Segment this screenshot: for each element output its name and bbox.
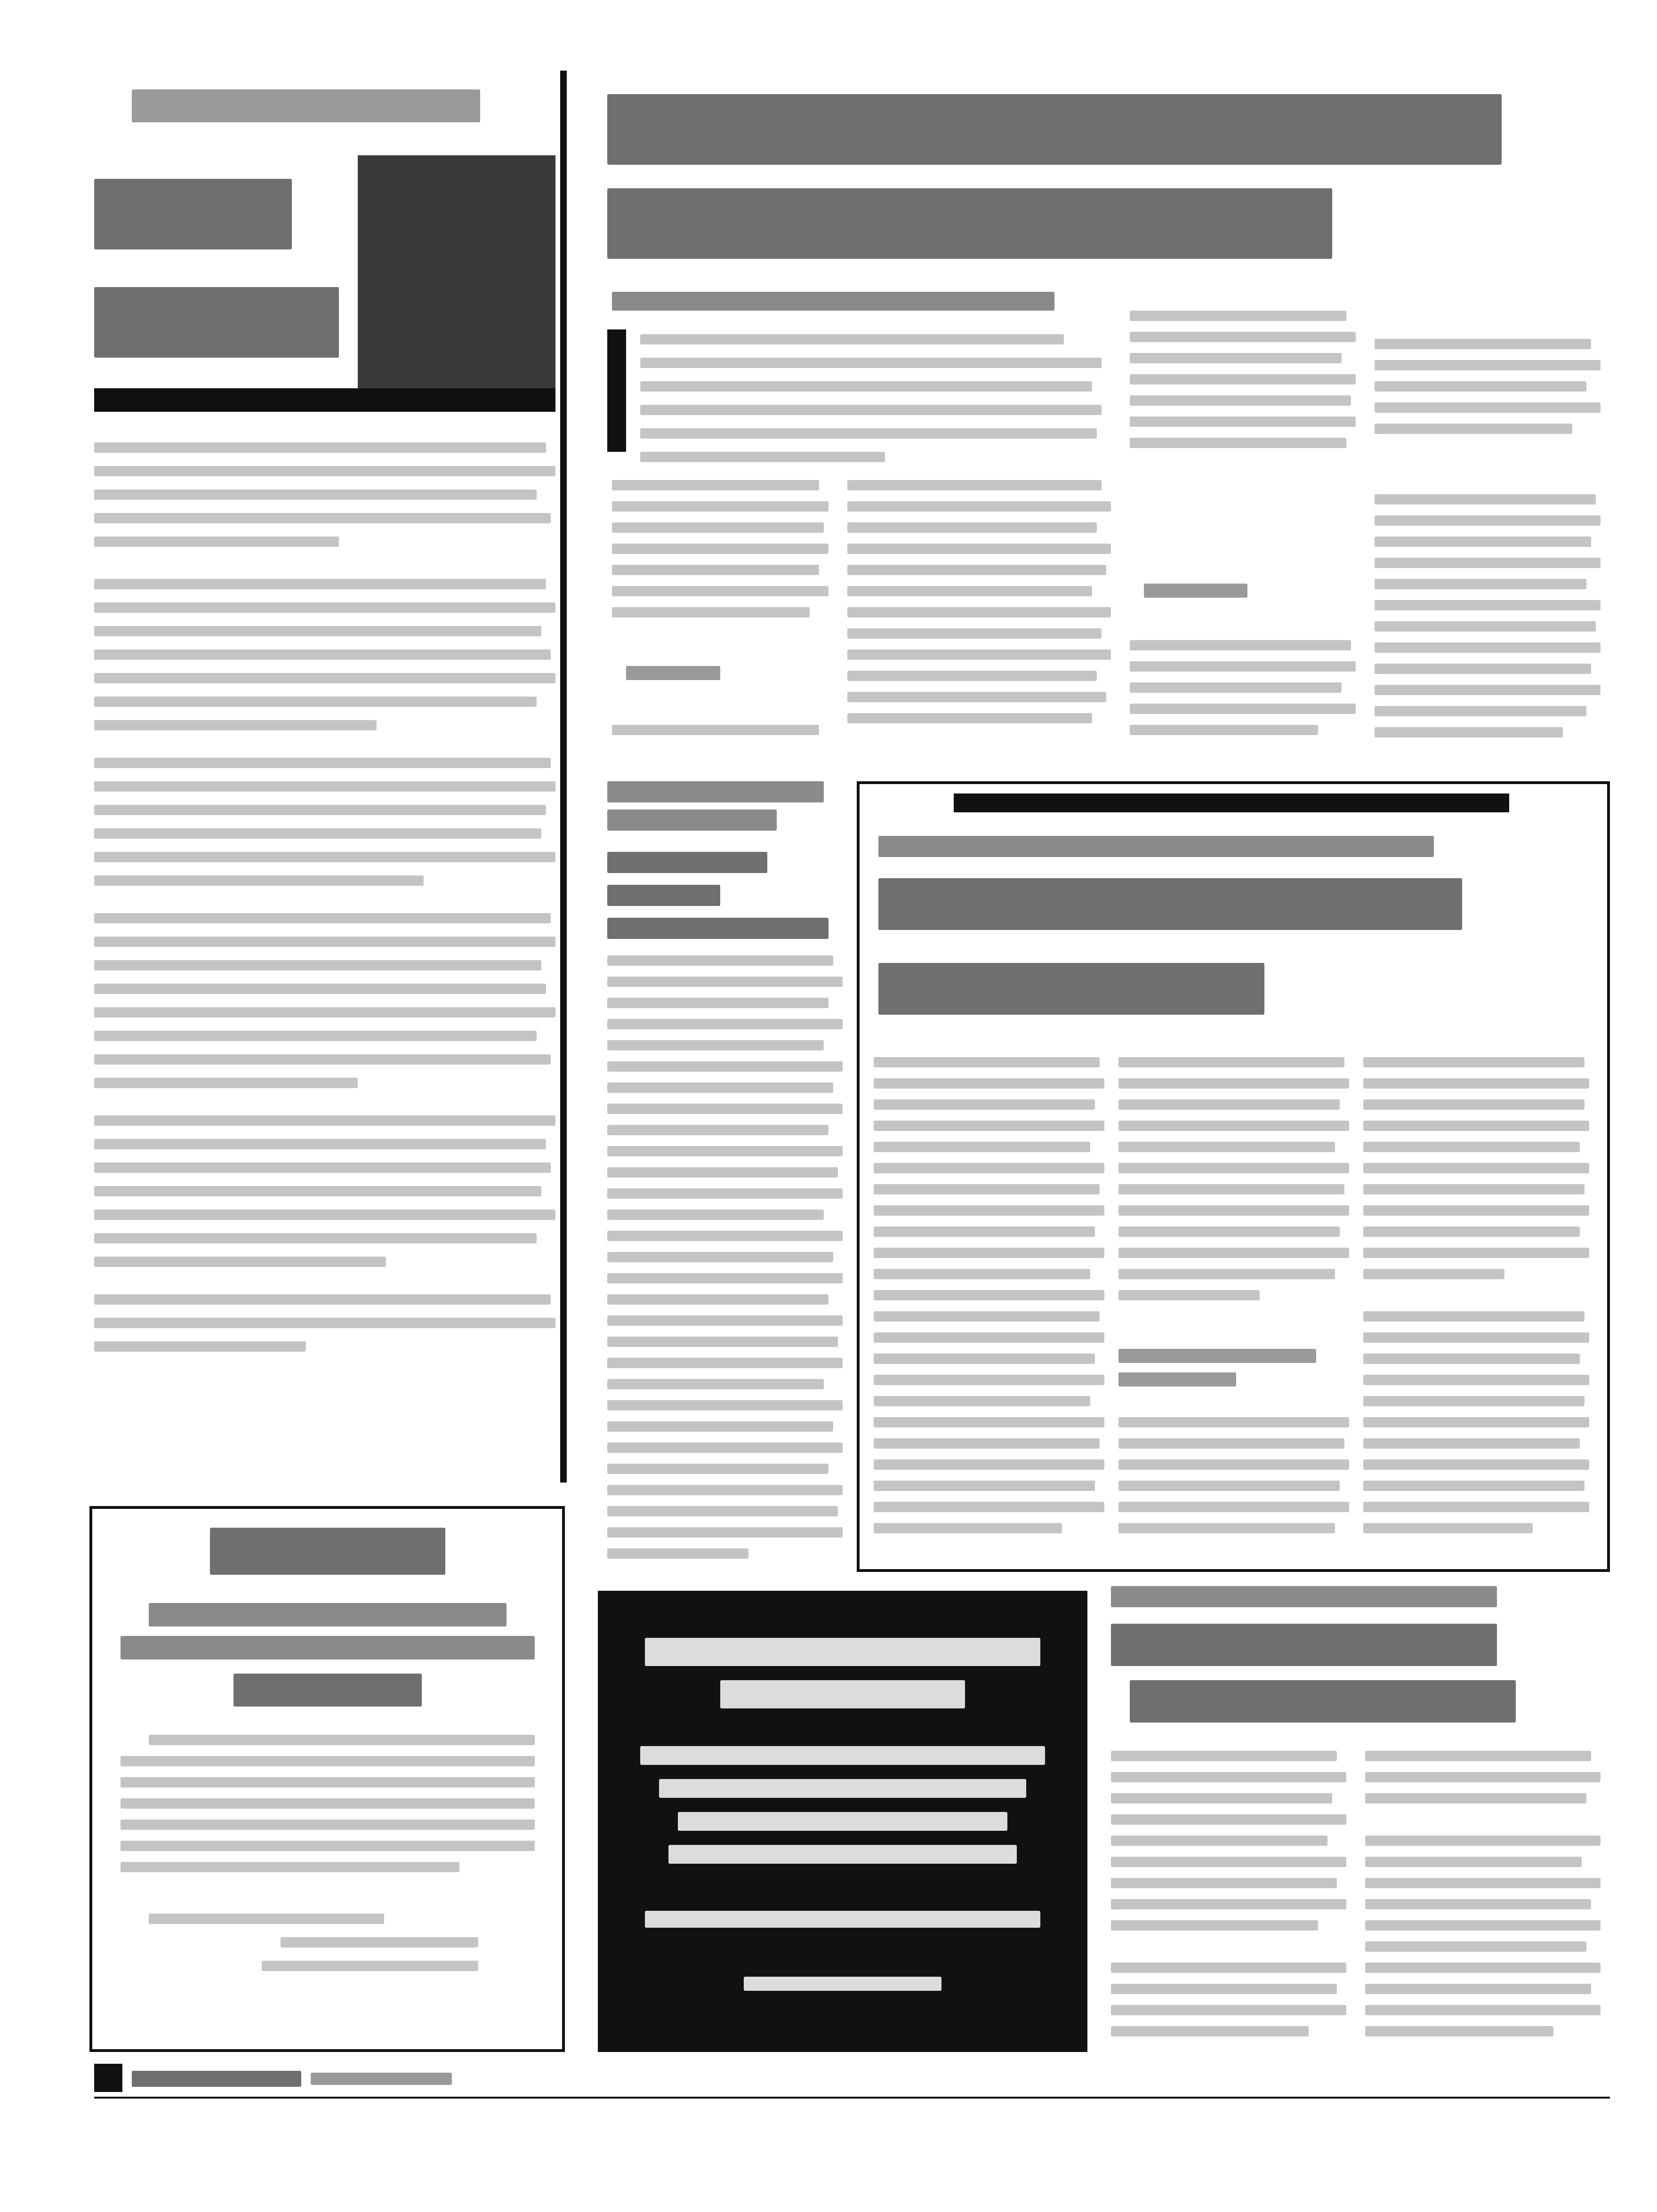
- boxed-article-columns: [874, 1048, 1589, 1547]
- article-column-3: [1130, 301, 1356, 753]
- boxed-article: [857, 781, 1610, 1572]
- column-divider: [560, 71, 567, 1483]
- author-photo: [358, 155, 555, 391]
- section-header-area: [85, 71, 555, 136]
- main-article-lead: [640, 329, 1111, 471]
- advertisement-panel: [598, 1591, 1087, 2052]
- secondary-story-heading: [607, 777, 843, 838]
- article-column-4: [1375, 329, 1601, 753]
- notice-box: [89, 1506, 565, 2052]
- byline-bar: [94, 388, 555, 412]
- secondary-story-subheading: [607, 847, 843, 946]
- opinion-headline-area: [85, 151, 348, 395]
- footer-masthead: [132, 2066, 452, 2090]
- third-story-body: [1111, 1746, 1601, 2052]
- main-headline-area: [598, 80, 1530, 278]
- article-column-2: [847, 475, 1111, 748]
- drop-cap: [607, 329, 626, 452]
- footer-rule: [94, 2097, 1610, 2099]
- boxed-article-top-bar: [954, 793, 1509, 812]
- secondary-story-body: [607, 951, 843, 1577]
- subheadline-area: [612, 287, 1083, 315]
- page-number-box: [94, 2064, 122, 2092]
- third-story-heading: [1102, 1581, 1610, 1737]
- opinion-body: [94, 433, 555, 1497]
- article-column-1: [612, 475, 828, 748]
